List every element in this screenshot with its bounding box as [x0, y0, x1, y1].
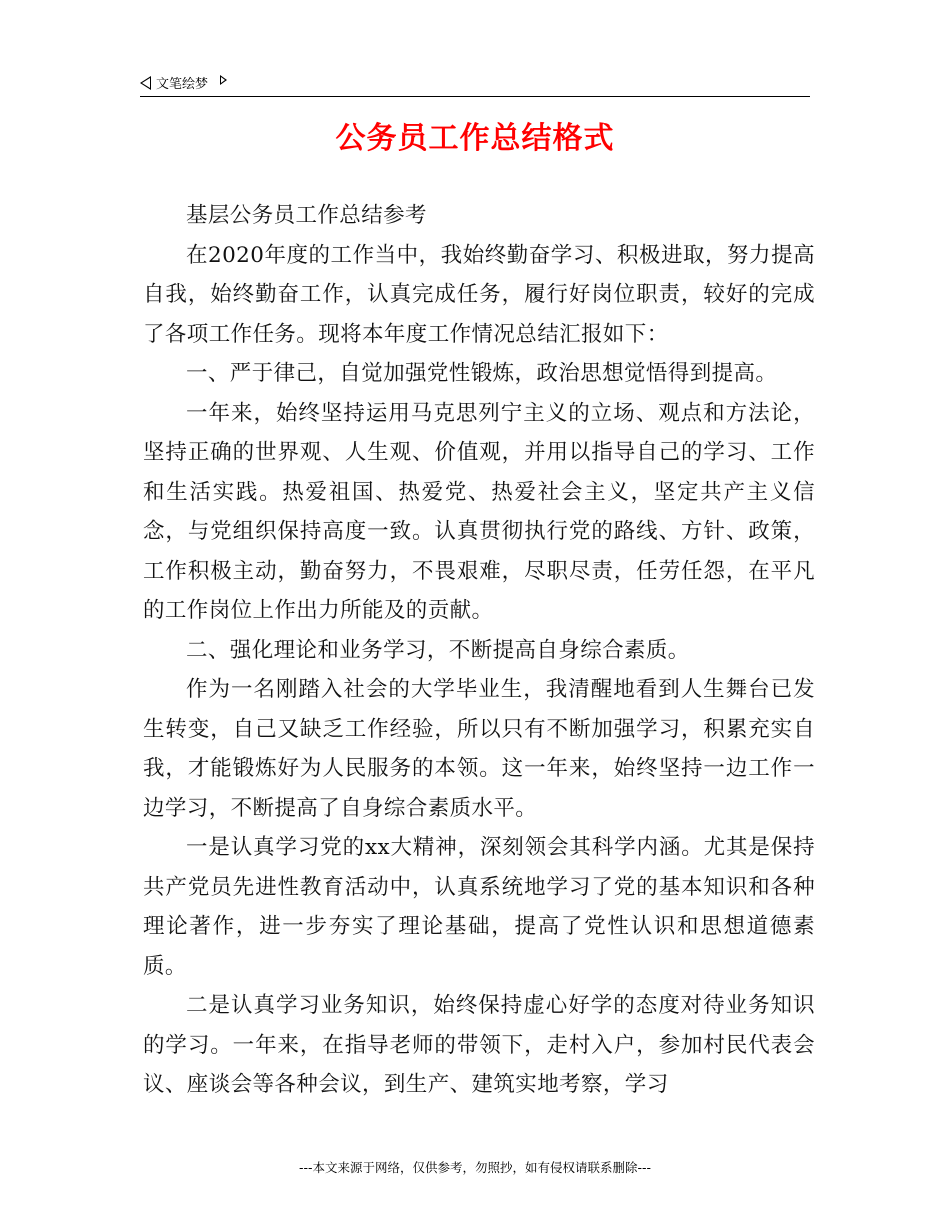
left-triangle-icon [140, 76, 151, 90]
body-paragraph: 作为一名刚踏入社会的大学毕业生，我清醒地看到人生舞台已发生转变，自己又缺乏工作经验，所以只有不断加强学习，积累充实自我，才能锻炼好为人民服务的本领。这一年来，始终坚持一边工作一边学习，不断提高了自身综合素质水平。 [143, 677, 815, 821]
document-title: 公务员工作总结格式 [335, 121, 615, 156]
page-header [140, 70, 810, 97]
section-heading: 二、强化理论和业务学习，不断提高自身综合素质。 [186, 637, 690, 663]
body-paragraph: 二是认真学习业务知识，始终保持虚心好学的态度对待业务知识的学习。一年来，在指导老师的带领下，走村入户，参加村民代表会议、座谈会等各种会议，到生产、建筑实地考察，学习 [143, 993, 815, 1097]
document-body [143, 196, 815, 1105]
section-heading: 一、严于律己，自觉加强党性锻炼，政治思想觉悟得到提高。 [186, 361, 778, 386]
header-brand-text: 文笔绘梦 [156, 77, 209, 92]
right-triangle-icon [220, 75, 227, 85]
header-brand [140, 73, 227, 92]
body-paragraph: 一年来，始终坚持运用马克思列宁主义的立场、观点和方法论，坚持正确的世界观、人生观、价值观，并用以指导自己的学习、工作和生活实践。热爱祖国、热爱党、热爱社会主义，坚定共产主义信念，与党组织保持高度一致。认真贯彻执行党的路线、方针、政策，工作积极主动，勤奋努力，不畏艰难，尽职尽责，任劳任怨，在平凡的工作岗位上作出力所能及的贡献。 [143, 400, 815, 623]
page-footer-notice: ---本文来源于网络，仅供参考，勿照抄，如有侵权请联系删除--- [298, 1160, 652, 1175]
body-paragraph: 一是认真学习党的xx大精神，深刻领会其科学内涵。尤其是保持共产党员先进性教育活动中，认真系统地学习了党的基本知识和各种理论著作，进一步夯实了理论基础，提高了党性认识和思想道德素质。 [143, 835, 815, 979]
body-paragraph: 在2020年度的工作当中，我始终勤奋学习、积极进取，努力提高自我，始终勤奋工作，认真完成任务，履行好岗位职责，较好的完成了各项工作任务。现将本年度工作情况总结汇报如下： [143, 242, 815, 347]
subtitle-paragraph: 基层公务员工作总结参考 [186, 203, 427, 228]
